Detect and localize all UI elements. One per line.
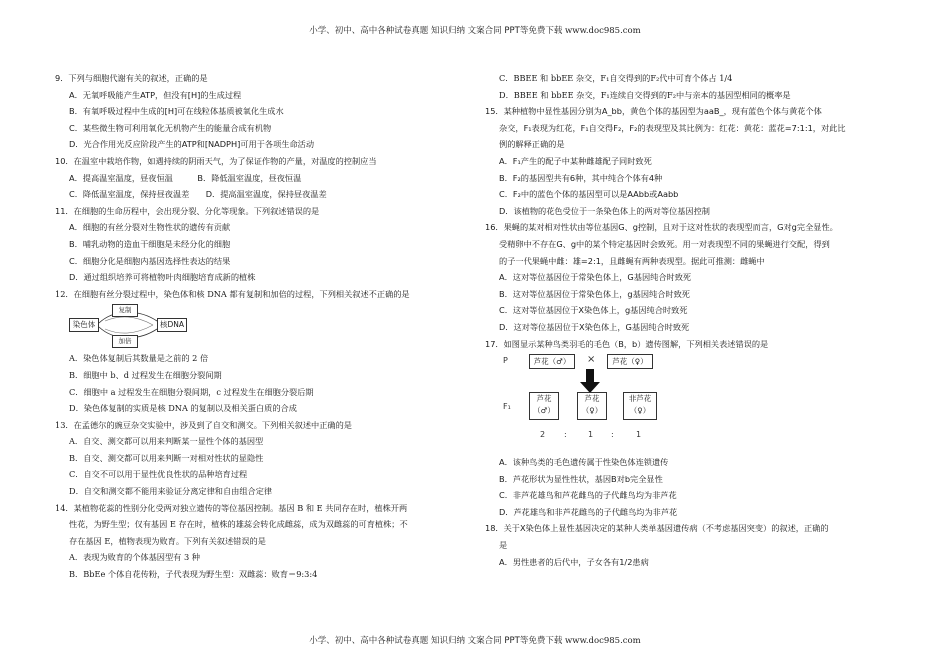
q14-option-c: C．BBEE 和 bbEE 杂交，F₁自交得到的F₂代中可育个体占 1/4 xyxy=(499,73,733,83)
q15-stem-line2: 杂交，F₁表现为红花，F₁自交得F₂，F₂的表现型及其比例为：红花：黄花：蓝花=7:1:1，对此比 xyxy=(499,122,846,133)
q17-option-c: C．非芦花雄鸟和芦花雌鸟的子代雌鸟均为非芦花 xyxy=(499,490,677,501)
q16-option-d: D．这对等位基因位于X染色体上，G基因纯合时致死 xyxy=(499,321,690,332)
q13-option-a: A．自交、测交都可以用来判断某一显性个体的基因型 xyxy=(69,436,264,447)
q16-stem-line2: 受精卵中不存在G、g中的某个特定基因时会致死。用一对表现型不同的果蝇进行交配，得到 xyxy=(499,238,830,249)
q12-stem: 12．在细胞有丝分裂过程中，染色体和核 DNA 都有复制和加倍的过程，下列相关叙述不正确的是 xyxy=(55,288,410,299)
footer-text: 小学、初中、高中各种试卷真题 知识归纳 文案合同 PPT等免费下载 xyxy=(309,636,563,646)
q15-option-d: D．该植物的花色受位于一条染色体上的两对等位基因控制 xyxy=(499,205,710,216)
right-column xyxy=(485,70,903,570)
q17-p-male-label: 芦花 xyxy=(533,357,549,367)
q16-stem-line1: 16．果蝇的某对相对性状由等位基因G、g控制，且对于这对性状的表现型而言，G对g完全显性。 xyxy=(485,222,838,233)
q12-nuclear-dna-box: 核DNA xyxy=(157,318,187,332)
q12-option-b: B．细胞中 b、d 过程发生在细胞分裂间期 xyxy=(69,369,222,380)
q16-stem-line3: 的子一代果蝇中雌：雄=2:1，且雌蝇有两种表现型。据此可推测：雌蝇中 xyxy=(499,255,765,266)
q17-option-a: A．该种鸟类的毛色遗传属于性染色体连锁遗传 xyxy=(499,457,669,468)
q16-option-a: A．这对等位基因位于常染色体上，G基因纯合时致死 xyxy=(499,272,692,283)
q16-option-c: C．这对等位基因位于X染色体上，g基因纯合时致死 xyxy=(499,305,688,316)
q10-stem: 10．在温室中栽培作物，如遇持续的阴雨天气，为了保证作物的产量，对温度的控制应当 xyxy=(55,155,377,166)
q17-f1-3-label: 非芦花 xyxy=(628,394,652,404)
q14-stem-line3: 存在基因 E，植物表现为败育。下列有关叙述错误的是 xyxy=(69,535,266,546)
q12-option-d: D．染色体复制的实质是核 DNA 的复制以及相关蛋白质的合成 xyxy=(69,403,297,414)
q17-cross-symbol: × xyxy=(587,354,596,366)
q11-stem: 11．在细胞的生命历程中，会出现分裂、分化等现象。下列叙述错误的是 xyxy=(55,205,320,216)
q14-stem-line2: 性花，为野生型；仅有基因 E 存在时，植株的雄蕊会转化成雌蕊，成为双雌蕊的可育植株；不 xyxy=(69,519,408,530)
q18-stem-line2: 是 xyxy=(499,540,508,551)
q10-options-ab: A．提高温室温度，昼夜恒温 B．降低温室温度，昼夜恒温 xyxy=(69,172,302,183)
q12-diagram xyxy=(69,303,189,347)
q11-option-b: B．哺乳动物的造血干细胞是未经分化的细胞 xyxy=(69,238,231,249)
q17-f1-2-sex: （♀） xyxy=(581,406,603,416)
q17-pedigree-diagram xyxy=(499,354,669,446)
q15-stem-line1: 15．某种植物中显性基因分别为A_bb，黄色个体的基因型为aaB_，现有蓝色个体与黄花个体 xyxy=(485,106,822,117)
left-column xyxy=(55,70,473,583)
q15-stem-line3: 例的解释正确的是 xyxy=(499,139,565,150)
q9-option-c: C．某些微生物可利用氧化无机物产生的能量合成有机物 xyxy=(69,122,272,133)
q9-option-d: D．光合作用光反应阶段产生的ATP和[NADPH]可用于各项生命活动 xyxy=(69,139,315,150)
q17-gen-f1-label: F₁ xyxy=(503,402,511,412)
q17-f1-1-sex: （♂） xyxy=(533,406,555,416)
q13-option-d: D．自交和测交都不能用来验证分离定律和自由组合定律 xyxy=(69,486,273,497)
page-footer xyxy=(0,634,950,646)
q11-option-a: A．细胞的有丝分裂对生物性状的遗传有贡献 xyxy=(69,222,231,233)
q17-p-male-sex: （♂） xyxy=(548,357,571,367)
q17-p-female-label: 芦花 xyxy=(612,357,628,367)
footer-url[interactable]: www.doc985.com xyxy=(565,636,641,646)
q12-replicate-label: 复制 xyxy=(112,304,138,317)
q17-ratio-3: 1 xyxy=(636,430,642,440)
q17-f1-1-box xyxy=(529,392,559,420)
q17-p-female-box xyxy=(607,354,653,369)
header-url[interactable]: www.doc985.com xyxy=(565,26,641,36)
q15-option-a: A．F₁产生的配子中某种雌雄配子同时致死 xyxy=(499,155,652,166)
q12-chromosome-box: 染色体 xyxy=(69,318,99,332)
q17-gen-p-label: P xyxy=(503,356,508,366)
q15-option-c: C．F₂中的蓝色个体的基因型可以是AAbb或Aabb xyxy=(499,189,679,200)
q14-option-a: A．表现为败育的个体基因型有 3 种 xyxy=(69,552,200,563)
q11-option-c: C．细胞分化是细胞内基因选择性表达的结果 xyxy=(69,255,231,266)
q17-ratio-1: 2 xyxy=(540,430,546,440)
q18-stem-line1: 18．关于X染色体上显性基因决定的某种人类单基因遗传病（不考虑基因突变）的叙述，正确的 xyxy=(485,523,829,534)
q13-option-c: C．自交不可以用于显性优良性状的品种培育过程 xyxy=(69,469,248,480)
q11-option-d: D．通过组织培养可将植物叶肉细胞培育成新的植株 xyxy=(69,272,256,283)
q14-option-b: B．BbEe 个体自花传粉，子代表现为野生型：双雌蕊：败育＝9:3:4 xyxy=(69,569,318,580)
q17-ratio-colon-1: : xyxy=(564,430,567,440)
q14-stem-line1: 14．某植物花蕊的性别分化受两对独立遗传的等位基因控制。基因 B 和 E 共同存在时，植株开两 xyxy=(55,502,408,513)
q17-f1-3-box xyxy=(623,392,657,420)
q18-option-a: A．男性患者的后代中，子女各有1/2患病 xyxy=(499,556,649,567)
header-text: 小学、初中、高中各种试卷真题 知识归纳 文案合同 PPT等免费下载 xyxy=(309,26,563,36)
q17-ratio-colon-2: : xyxy=(611,430,614,440)
q17-p-male-box xyxy=(529,354,575,369)
page-header xyxy=(0,24,950,36)
q13-option-b: B．自交、测交都可以用来判断一对相对性状的显隐性 xyxy=(69,452,264,463)
q17-f1-2-label: 芦花 xyxy=(584,394,600,404)
q15-option-b: B．F₂的基因型共有6种，其中纯合个体有4种 xyxy=(499,172,663,183)
q12-option-c: C．细胞中 a 过程发生在细胞分裂间期，c 过程发生在细胞分裂后期 xyxy=(69,386,314,397)
q10-options-cd: C．降低温室温度，保持昼夜温差 D．提高温室温度，保持昼夜温差 xyxy=(69,189,327,200)
q12-double-label: 加倍 xyxy=(112,335,138,348)
q17-f1-1-label: 芦花 xyxy=(536,394,552,404)
q17-f1-3-sex: （♀） xyxy=(629,406,651,416)
q9-option-b: B．有氧呼吸过程中生成的[H]可在线粒体基质被氧化生成水 xyxy=(69,106,284,117)
q17-p-female-sex: （♀） xyxy=(627,357,648,367)
q13-stem: 13．在孟德尔的豌豆杂交实验中，涉及到了自交和测交。下列相关叙述中正确的是 xyxy=(55,419,352,430)
q17-ratio-2: 1 xyxy=(588,430,594,440)
q9-stem: 9．下列与细胞代谢有关的叙述，正确的是 xyxy=(55,73,208,83)
q17-f1-2-box xyxy=(577,392,607,420)
q17-option-b: B．芦花形状为显性性状，基因B对b完全显性 xyxy=(499,473,663,484)
q17-stem: 17．如图显示某种鸟类羽毛的毛色（B，b）遗传图解，下列相关表述错误的是 xyxy=(485,338,769,349)
q16-option-b: B．这对等位基因位于常染色体上，g基因纯合时致死 xyxy=(499,288,690,299)
q14-option-d: D．BBEE 和 bbEE 杂交，F₁连续自交得到的F₂中与亲本的基因型相同的概率是 xyxy=(499,89,791,100)
q12-option-a: A．染色体复制后其数量是之前的 2 倍 xyxy=(69,353,209,364)
q9-option-a: A．无氧呼吸能产生ATP，但没有[H]的生成过程 xyxy=(69,89,242,100)
q17-option-d: D．芦花雄鸟和非芦花雌鸟的子代雌鸟均为非芦花 xyxy=(499,506,678,517)
